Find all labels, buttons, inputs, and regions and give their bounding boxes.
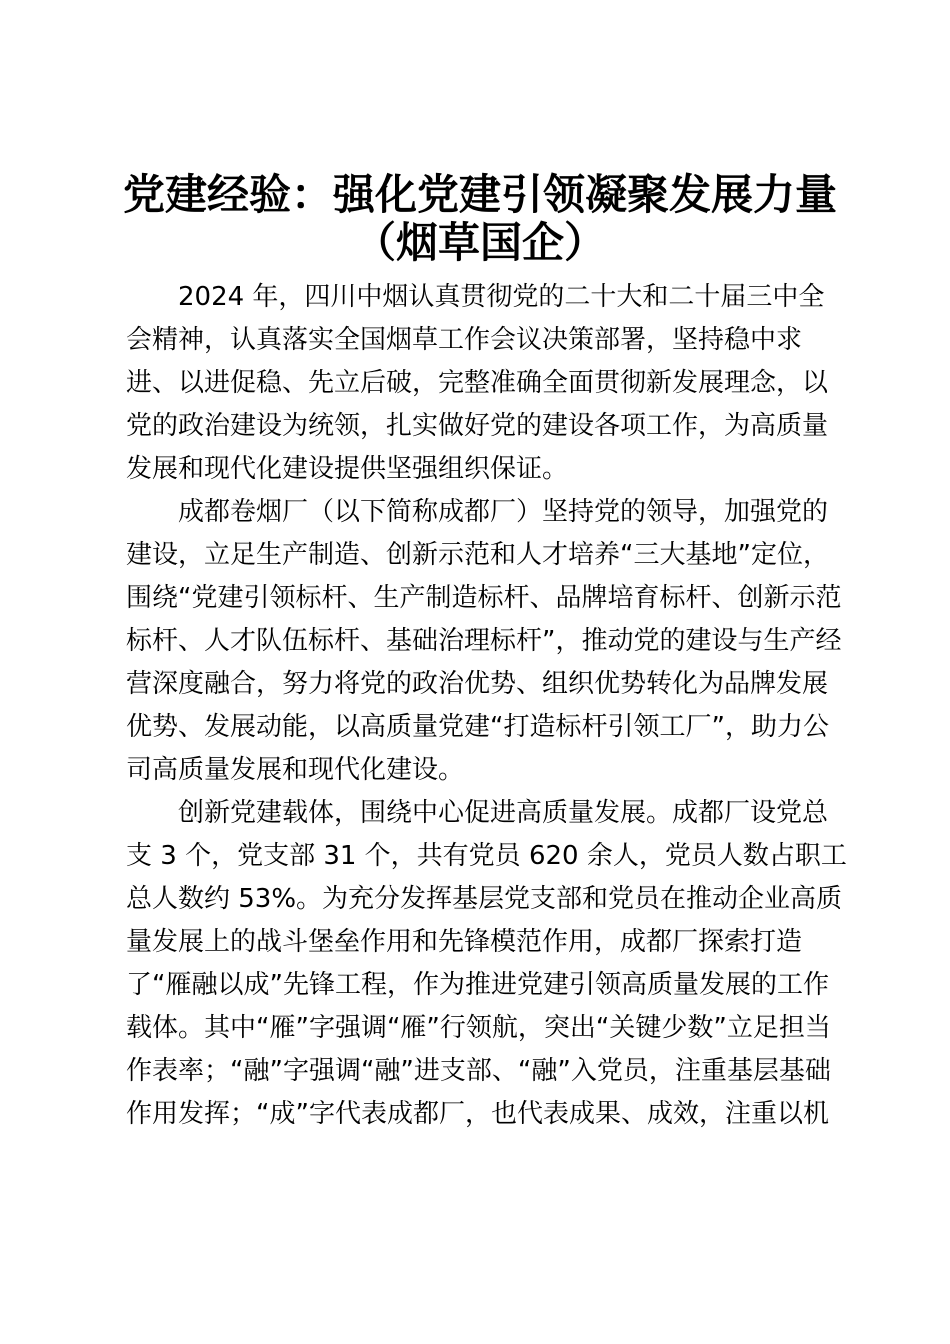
paragraph-1 bbox=[126, 276, 846, 491]
paragraph-line: 了“雁融以成”先锋工程，作为推进党建引领高质量发展的工作 bbox=[126, 970, 829, 1000]
paragraph-line: 党的政治建设为统领，扎实做好党的建设各项工作，为高质量 bbox=[126, 411, 829, 441]
paragraph-line: 作表率；“融”字强调“融”进支部、“融”入党员，注重基层基础 bbox=[126, 1056, 831, 1086]
paragraph-line: 营深度融合，努力将党的政治优势、组织优势转化为品牌发展 bbox=[126, 669, 829, 699]
paragraph-line: 成都卷烟厂（以下简称成都厂）坚持党的领导，加强党的 bbox=[178, 497, 829, 527]
paragraph-line: 标杆、人才队伍标杆、基础治理标杆”，推动党的建设与生产经 bbox=[126, 626, 842, 656]
paragraph-line: 会精神，认真落实全国烟草工作会议决策部署，坚持稳中求 bbox=[126, 325, 803, 355]
paragraph-line: 司高质量发展和现代化建设。 bbox=[126, 755, 465, 785]
paragraph-line: 载体。其中“雁”字强调“雁”行领航，突出“关键少数”立足担当 bbox=[126, 1013, 831, 1043]
document-body bbox=[126, 276, 846, 1136]
paragraph-line: 进、以进促稳、先立后破，完整准确全面贯彻新发展理念，以 bbox=[126, 368, 829, 398]
paragraph-line: 优势、发展动能，以高质量党建“打造标杆引领工厂”，助力公 bbox=[126, 712, 829, 742]
paragraph-line: 作用发挥；“成”字代表成都厂，也代表成果、成效，注重以机 bbox=[126, 1099, 829, 1129]
paragraph-line: 量发展上的战斗堡垒作用和先锋模范作用，成都厂探索打造 bbox=[126, 927, 803, 957]
paragraph-line: 建设，立足生产制造、创新示范和人才培养“三大基地”定位， bbox=[126, 540, 829, 570]
document-title-line-2: （烟草国企） bbox=[353, 218, 606, 267]
paragraph-line: 发展和现代化建设提供坚强组织保证。 bbox=[126, 454, 569, 484]
paragraph-2 bbox=[126, 491, 846, 792]
paragraph-line: 总人数约 53%。为充分发挥基层党支部和党员在推动企业高质 bbox=[126, 884, 843, 914]
paragraph-line: 支 3 个，党支部 31 个，共有党员 620 余人，党员人数占职工 bbox=[126, 841, 847, 871]
paragraph-line: 2024 年，四川中烟认真贯彻党的二十大和二十届三中全 bbox=[178, 282, 825, 312]
document-title-line-1: 党建经验：强化党建引领凝聚发展力量 bbox=[122, 170, 837, 219]
paragraph-line: 创新党建载体，围绕中心促进高质量发展。成都厂设党总 bbox=[178, 798, 829, 828]
paragraph-3 bbox=[126, 792, 846, 1136]
paragraph-line: 围绕“党建引领标杆、生产制造标杆、品牌培育标杆、创新示范 bbox=[126, 583, 842, 613]
